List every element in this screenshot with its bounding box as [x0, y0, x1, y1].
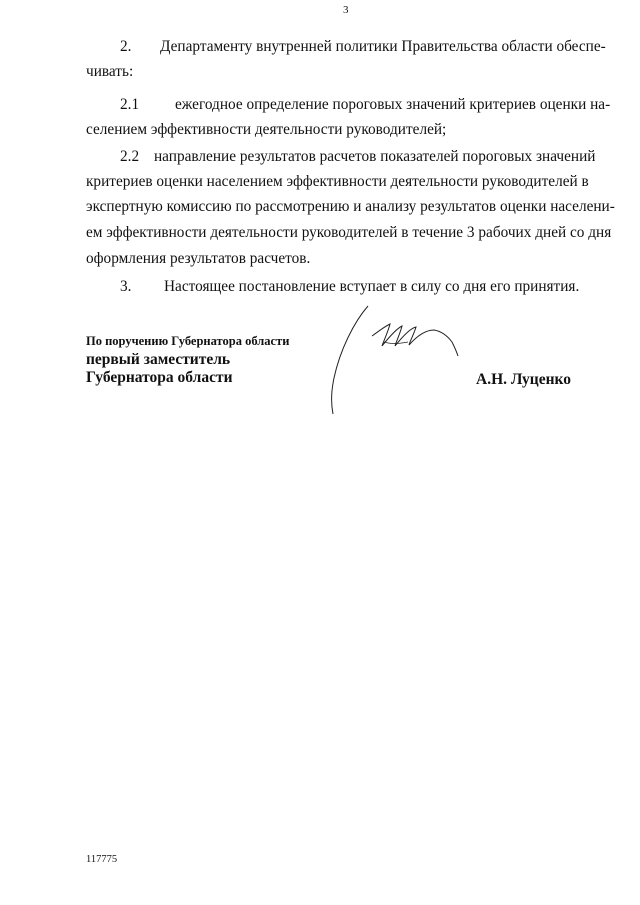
paragraph-2-1-number: 2.1 — [120, 96, 140, 113]
handwritten-signature — [310, 300, 480, 420]
signatory-position-line-2: Губернатора области — [86, 369, 233, 386]
signatory-name: А.Н. Луценко — [476, 371, 572, 388]
paragraph-3-text: Настоящее постановление вступает в силу со дня его принятия. — [164, 278, 580, 295]
paragraph-2-line-1 — [120, 38, 607, 56]
paragraph-2-line-2: чивать: — [86, 63, 134, 80]
paragraph-2-2-line-4: ем эффективности деятельности руководителей в течение 3 рабочих дней со дня — [86, 224, 612, 241]
document-code: 117775 — [86, 854, 118, 865]
paragraph-2-2-line-5: оформления результатов расчетов. — [86, 250, 311, 267]
paragraph-2-text: Департаменту внутренней политики Правительства области обеспе- — [160, 38, 606, 55]
paragraph-2-2-line-2: критериев оценки населением эффективности деятельности руководителей в — [86, 173, 589, 190]
paragraph-2-1-text: ежегодное определение пороговых значений критериев оценки на- — [175, 96, 611, 113]
paragraph-2-1-line-2: селением эффективности деятельности руководителей; — [86, 121, 447, 138]
paragraph-2-2-number: 2.2 — [120, 148, 140, 165]
paragraph-2-2-line-1 — [120, 148, 595, 166]
paragraph-3-line-1 — [120, 278, 579, 296]
signatory-position-line-1: первый заместитель — [86, 351, 231, 368]
paragraph-2-number: 2. — [120, 38, 132, 55]
paragraph-2-2-line-3: экспертную комиссию по рассмотрению и анализу результатов оценки населени- — [86, 198, 615, 215]
signature-authority-line: По поручению Губернатора области — [86, 334, 290, 348]
page-number: 3 — [343, 4, 349, 16]
paragraph-3-number: 3. — [120, 278, 132, 295]
paragraph-2-1-line-1 — [120, 96, 610, 114]
paragraph-2-2-text: направление результатов расчетов показателей пороговых значений — [154, 148, 596, 165]
